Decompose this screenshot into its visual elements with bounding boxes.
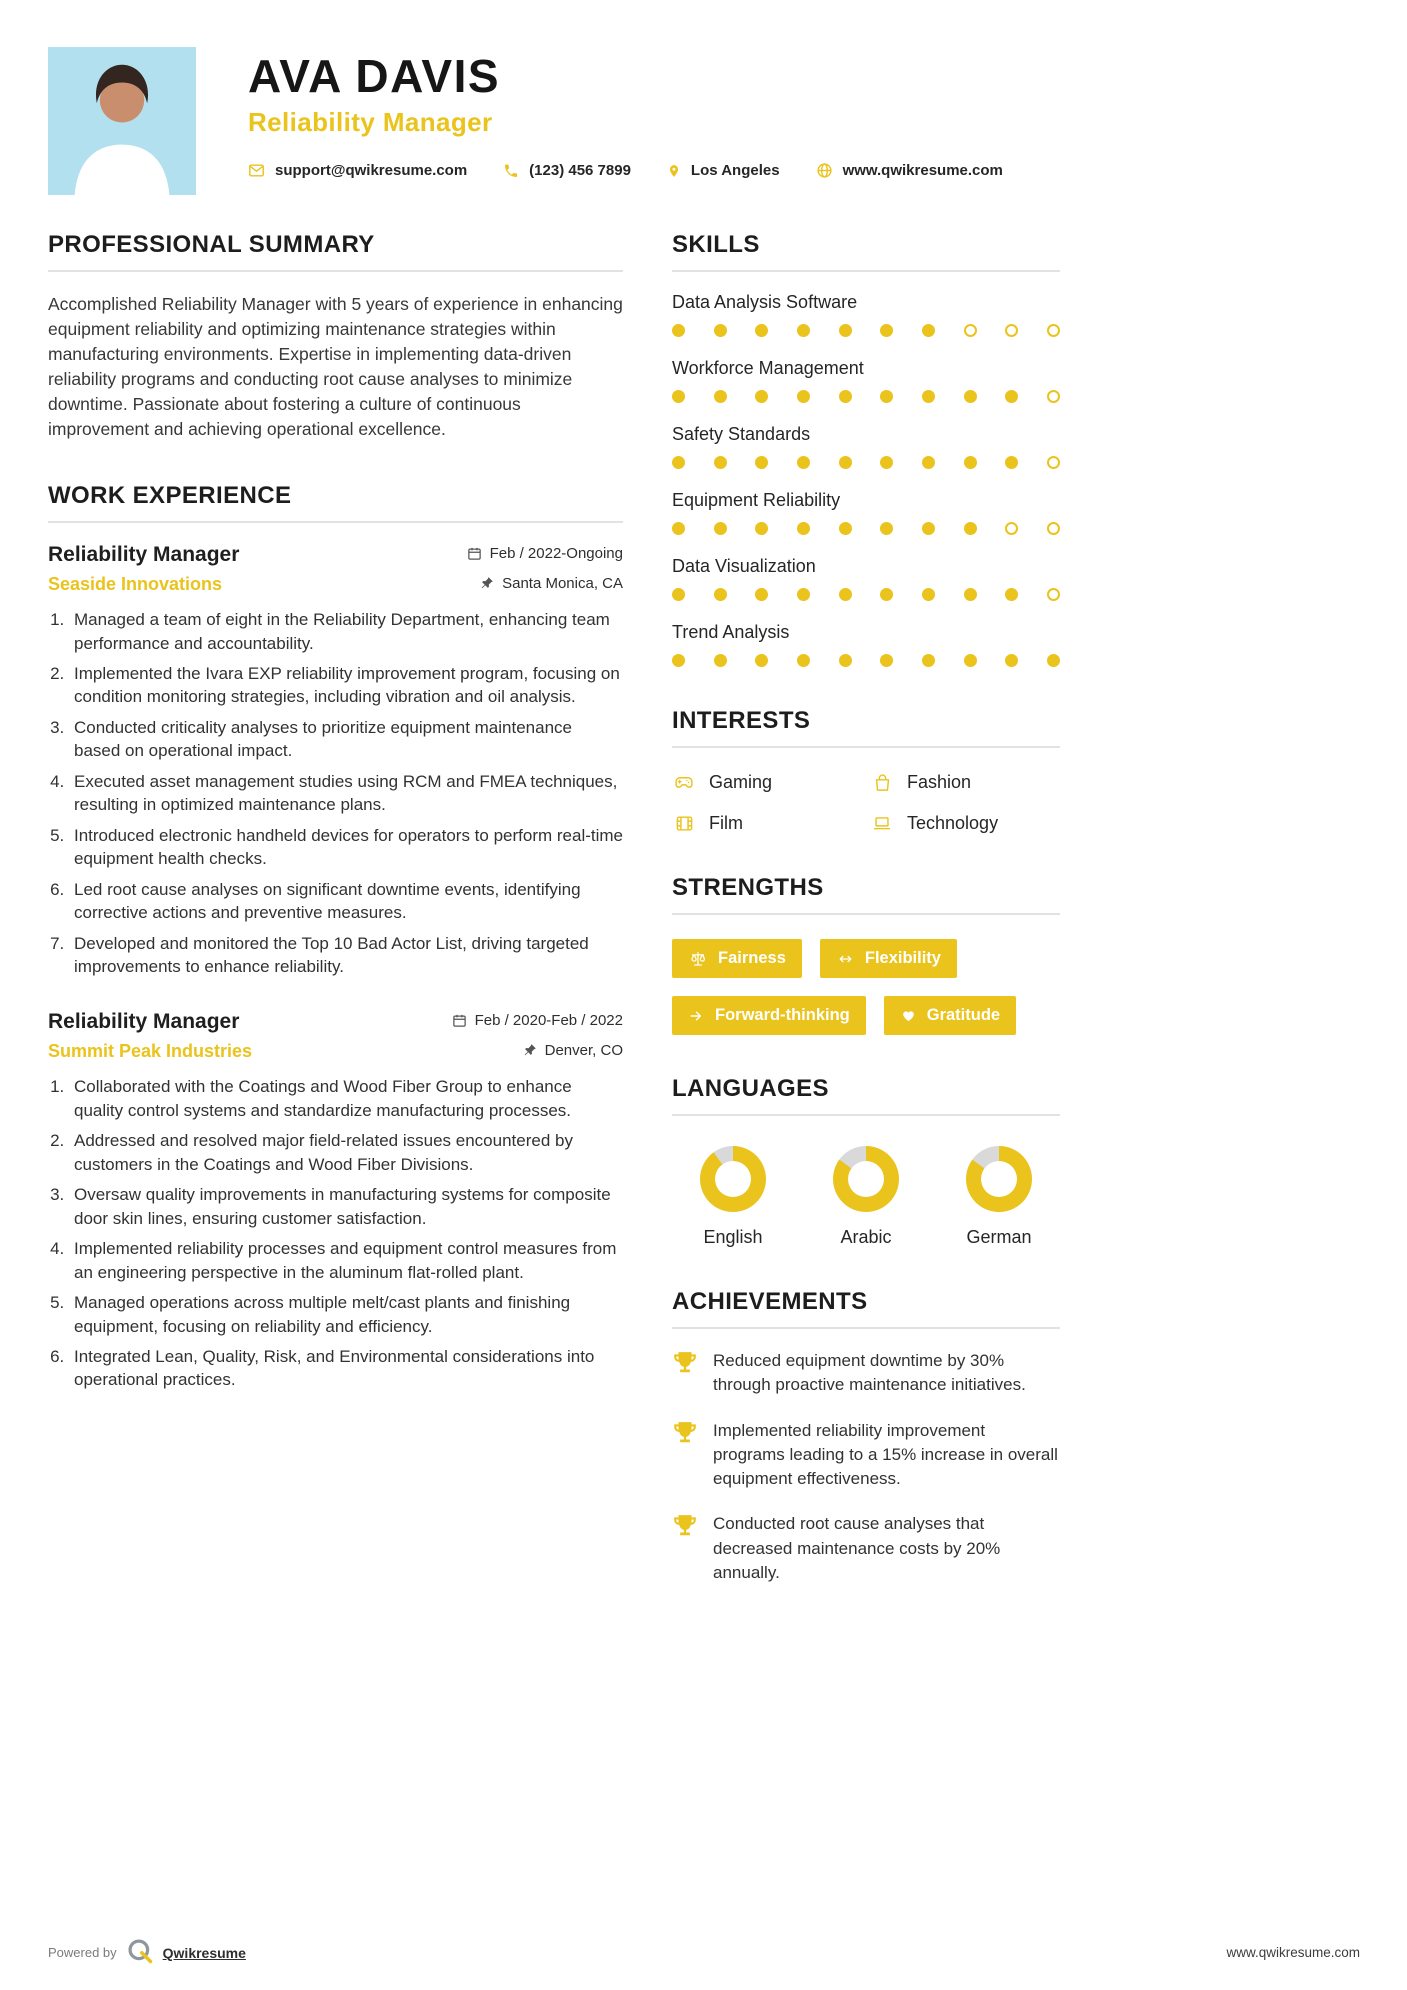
skill-dot-empty — [1005, 522, 1018, 535]
body-columns — [0, 231, 1407, 1625]
skill-row — [672, 622, 1060, 667]
qwikresume-link[interactable]: Qwikresume — [162, 1944, 246, 1961]
interest-item — [672, 813, 862, 834]
section-heading-professional-summary: PROFESSIONAL SUMMARY — [48, 231, 623, 272]
footer-website: www.qwikresume.com — [1226, 1945, 1360, 1960]
skill-dot-filled — [755, 390, 768, 403]
summary-section — [48, 231, 623, 442]
language-label: Arabic — [840, 1227, 892, 1247]
skill-dot-filled — [714, 456, 727, 469]
handbag-icon — [870, 773, 894, 793]
strength-badge — [672, 939, 802, 978]
calendar-icon — [467, 546, 482, 561]
skill-dot-filled — [755, 522, 768, 535]
job-bullet: 5. Introduced electronic handheld devices for operators to perform real-time equipment health checks. — [69, 824, 623, 871]
job-title: Reliability Manager — [48, 1010, 240, 1034]
skill-name: Workforce Management — [672, 358, 864, 378]
skill-dot-filled — [797, 654, 810, 667]
phone-text: (123) 456 7899 — [529, 162, 631, 180]
skill-dot-filled — [839, 654, 852, 667]
job-bullet: 4. Executed asset management studies using RCM and FMEA techniques, resulting in optimized maintenance plans. — [69, 770, 623, 817]
strength-label: Flexibility — [864, 949, 941, 967]
candidate-name: AVA DAVIS — [248, 50, 501, 102]
language-item — [807, 1146, 925, 1248]
map-pin-icon — [667, 162, 681, 180]
job-company: Summit Peak Industries — [48, 1041, 253, 1062]
globe-icon — [816, 162, 833, 179]
language-donut-chart — [966, 1146, 1032, 1212]
gamepad-icon — [672, 773, 696, 792]
skill-dot-empty — [1047, 456, 1060, 469]
email-text: support@qwikresume.com — [275, 162, 468, 180]
skill-dot-filled — [672, 390, 685, 403]
job-location — [523, 1042, 623, 1059]
achievement-item — [672, 1512, 1060, 1585]
email-link[interactable] — [248, 162, 467, 179]
strength-badge — [884, 996, 1016, 1035]
skill-dot-filled — [714, 522, 727, 535]
website-text: www.qwikresume.com — [842, 162, 1003, 180]
job-bullet: 3. Oversaw quality improvements in manufacturing systems for composite door skin lines, ensuring customer satisfaction. — [69, 1183, 623, 1230]
skill-row — [672, 358, 1060, 403]
achievements-section — [672, 1288, 1060, 1585]
job-bullet: 6. Led root cause analyses on significant downtime events, identifying corrective actions and preventive measures. — [69, 878, 623, 925]
pushpin-icon — [480, 576, 494, 590]
skill-dot-empty — [964, 324, 977, 337]
skill-dot-filled — [714, 654, 727, 667]
section-heading-skills: SKILLS — [672, 231, 1060, 272]
skill-dot-empty — [1047, 522, 1060, 535]
skill-dot-filled — [1005, 588, 1018, 601]
skill-dot-filled — [964, 456, 977, 469]
language-donut-chart — [700, 1146, 766, 1212]
skill-row — [672, 424, 1060, 469]
skill-dot-filled — [1047, 654, 1060, 667]
skill-rating — [672, 522, 1060, 535]
job-date-text: Feb / 2020-Feb / 2022 — [474, 1012, 623, 1030]
interests-section — [672, 707, 1060, 834]
languages-list — [672, 1136, 1060, 1248]
skill-dot-filled — [839, 390, 852, 403]
skill-dot-filled — [922, 654, 935, 667]
interest-label: Film — [709, 813, 743, 833]
skill-dot-empty — [1047, 588, 1060, 601]
footer — [48, 1937, 1360, 1968]
skill-dot-filled — [839, 324, 852, 337]
skill-dot-filled — [839, 522, 852, 535]
skill-dot-filled — [755, 654, 768, 667]
trophy-icon — [672, 1350, 698, 1376]
job-company: Seaside Innovations — [48, 574, 223, 595]
job-subhead — [48, 574, 623, 595]
achievement-item — [672, 1349, 1060, 1398]
trophy-icon — [672, 1420, 698, 1446]
person-silhouette-icon — [48, 47, 196, 195]
location-text: Los Angeles — [690, 162, 780, 180]
strength-badge — [672, 996, 866, 1035]
skill-dot-filled — [672, 456, 685, 469]
left-column — [48, 231, 623, 1432]
skill-rating — [672, 588, 1060, 601]
job-bullet: 7. Developed and monitored the Top 10 Bad Actor List, driving targeted improvements to enhance reliability. — [69, 932, 623, 979]
job-entry — [48, 543, 623, 978]
skill-dot-filled — [922, 522, 935, 535]
job-bullet: 2. Implemented the Ivara EXP reliability improvement program, focusing on condition monitoring strategies, including vibration and oil analysis. — [69, 662, 623, 709]
arrow-right-icon — [688, 1009, 705, 1023]
film-icon — [672, 814, 696, 833]
job-location — [480, 575, 623, 592]
job-title: Reliability Manager — [48, 543, 240, 567]
job-bullet: 1. Collaborated with the Coatings and Wood Fiber Group to enhance quality control systems and standardize manufacturing processes. — [69, 1075, 623, 1122]
achievement-text: Conducted root cause analyses that decreased maintenance costs by 20% annually. — [713, 1514, 1001, 1583]
job-bullet: 4. Implemented reliability processes and equipment control measures from an engineering perspective in the aluminum flat-rolled plant. — [69, 1237, 623, 1284]
strengths-list — [672, 935, 1060, 1035]
achievement-item — [672, 1419, 1060, 1492]
skill-dot-filled — [672, 522, 685, 535]
skill-dot-filled — [714, 390, 727, 403]
calendar-icon — [452, 1013, 467, 1028]
skill-dot-filled — [755, 456, 768, 469]
scales-icon — [688, 950, 708, 968]
skill-dot-filled — [797, 588, 810, 601]
skill-dot-filled — [755, 588, 768, 601]
job-entry — [48, 1010, 623, 1391]
job-bullet: 5. Managed operations across multiple melt/cast plants and finishing equipment, focusing on reliability and efficiency. — [69, 1291, 623, 1338]
language-donut-chart — [833, 1146, 899, 1212]
skill-name: Safety Standards — [672, 424, 811, 444]
strength-label: Gratitude — [926, 1006, 1001, 1024]
skill-dot-filled — [922, 324, 935, 337]
interest-label: Gaming — [709, 772, 773, 792]
language-label: English — [703, 1227, 763, 1247]
section-heading-interests: INTERESTS — [672, 707, 1060, 748]
laptop-icon — [870, 814, 894, 833]
skill-dot-filled — [839, 588, 852, 601]
interests-grid — [672, 768, 1060, 834]
skill-dot-filled — [797, 522, 810, 535]
phone-icon — [503, 163, 519, 179]
job-subhead — [48, 1041, 623, 1062]
skill-dot-filled — [964, 654, 977, 667]
skill-dot-filled — [755, 324, 768, 337]
skill-row — [672, 292, 1060, 337]
strength-badge — [820, 939, 957, 978]
language-item — [674, 1146, 792, 1248]
strengths-section — [672, 874, 1060, 1035]
skill-rating — [672, 456, 1060, 469]
skills-section — [672, 231, 1060, 667]
envelope-icon — [248, 162, 265, 179]
skill-dot-empty — [1047, 390, 1060, 403]
location-item — [667, 162, 780, 180]
interest-item — [870, 813, 1060, 834]
skill-dot-filled — [880, 588, 893, 601]
skill-rating — [672, 324, 1060, 337]
language-item — [940, 1146, 1058, 1248]
job-head — [48, 543, 623, 567]
powered-by — [48, 1937, 246, 1968]
skill-dot-filled — [880, 390, 893, 403]
qwikresume-logo — [126, 1937, 154, 1968]
skill-dot-filled — [714, 588, 727, 601]
arrows-left-right-icon — [836, 952, 855, 966]
job-bullet-list — [48, 1075, 623, 1391]
skill-dot-filled — [964, 588, 977, 601]
skill-dot-filled — [880, 522, 893, 535]
language-label: German — [966, 1227, 1032, 1247]
trophy-icon — [672, 1513, 698, 1539]
job-location-text: Santa Monica, CA — [502, 574, 623, 592]
skill-name: Data Analysis Software — [672, 292, 858, 312]
skill-dot-filled — [880, 654, 893, 667]
skill-dot-filled — [922, 456, 935, 469]
skill-dot-filled — [839, 456, 852, 469]
skill-name: Equipment Reliability — [672, 490, 841, 510]
job-location-text: Denver, CO — [544, 1041, 623, 1059]
profile-photo — [48, 47, 196, 195]
skill-dot-empty — [1047, 324, 1060, 337]
skill-dot-filled — [1005, 390, 1018, 403]
skill-rating — [672, 390, 1060, 403]
strength-label: Forward-thinking — [715, 1006, 850, 1024]
summary-text: Accomplished Reliability Manager with 5 years of experience in enhancing equipment reliability and optimizing maintenance strategies within manufacturing environments. Expertise in implementing data-driven reliability programs and conducting root cause analyses to minimize downtime. Passionate about fostering a culture of continuous improvement and achieving operational excellence. — [48, 294, 623, 440]
section-heading-languages: LANGUAGES — [672, 1075, 1060, 1116]
job-dates — [452, 1012, 623, 1029]
phone-link[interactable] — [503, 162, 631, 179]
skill-dot-filled — [922, 390, 935, 403]
skill-rating — [672, 654, 1060, 667]
skill-dot-filled — [714, 324, 727, 337]
skill-dot-empty — [1005, 324, 1018, 337]
interest-item — [870, 772, 1060, 793]
skill-dot-filled — [797, 390, 810, 403]
achievement-text: Implemented reliability improvement programs leading to a 15% increase in overall equipment effectiveness. — [713, 1420, 1058, 1489]
header — [0, 0, 1407, 195]
skill-name: Data Visualization — [672, 556, 816, 576]
heart-icon — [900, 1008, 917, 1023]
skill-dot-filled — [964, 522, 977, 535]
skill-dot-filled — [797, 456, 810, 469]
job-bullet: 2. Addressed and resolved major field-related issues encountered by customers in the Coatings and Wood Fiber Divisions. — [69, 1129, 623, 1176]
skill-dot-filled — [1005, 456, 1018, 469]
strength-label: Fairness — [718, 949, 786, 967]
skill-dot-filled — [672, 324, 685, 337]
skill-dot-filled — [880, 456, 893, 469]
skill-row — [672, 556, 1060, 601]
job-dates — [467, 545, 623, 562]
skill-row — [672, 490, 1060, 535]
skill-dot-filled — [922, 588, 935, 601]
achievement-text: Reduced equipment downtime by 30% through proactive maintenance initiatives. — [713, 1351, 1026, 1395]
right-column — [672, 231, 1060, 1625]
skill-dot-filled — [880, 324, 893, 337]
job-bullet: 1. Managed a team of eight in the Reliability Department, enhancing team performance and accountability. — [69, 608, 623, 655]
interest-label: Technology — [907, 813, 999, 833]
skill-dot-filled — [964, 390, 977, 403]
job-date-text: Feb / 2022-Ongoing — [489, 545, 623, 563]
languages-section — [672, 1075, 1060, 1248]
job-bullet-list — [48, 608, 623, 978]
skill-name: Trend Analysis — [672, 622, 790, 642]
skill-dot-filled — [672, 654, 685, 667]
job-bullet: 6. Integrated Lean, Quality, Risk, and Environmental considerations into operational practices. — [69, 1345, 623, 1392]
section-heading-strengths: STRENGTHS — [672, 874, 1060, 915]
contact-row — [248, 162, 1003, 180]
experience-section — [48, 482, 623, 1392]
section-heading-achievements: ACHIEVEMENTS — [672, 1288, 1060, 1329]
job-bullet: 3. Conducted criticality analyses to prioritize equipment maintenance based on operational impact. — [69, 716, 623, 763]
candidate-title: Reliability Manager — [248, 106, 493, 137]
skill-dot-filled — [797, 324, 810, 337]
section-heading-work-experience: WORK EXPERIENCE — [48, 482, 623, 523]
identity-block — [248, 47, 1003, 195]
interest-label: Fashion — [907, 772, 972, 792]
skill-dot-filled — [672, 588, 685, 601]
interest-item — [672, 772, 862, 793]
pushpin-icon — [523, 1043, 537, 1057]
powered-by-text: Powered by — [48, 1945, 117, 1960]
website-link[interactable] — [816, 162, 1003, 179]
job-head — [48, 1010, 623, 1034]
skill-dot-filled — [1005, 654, 1018, 667]
